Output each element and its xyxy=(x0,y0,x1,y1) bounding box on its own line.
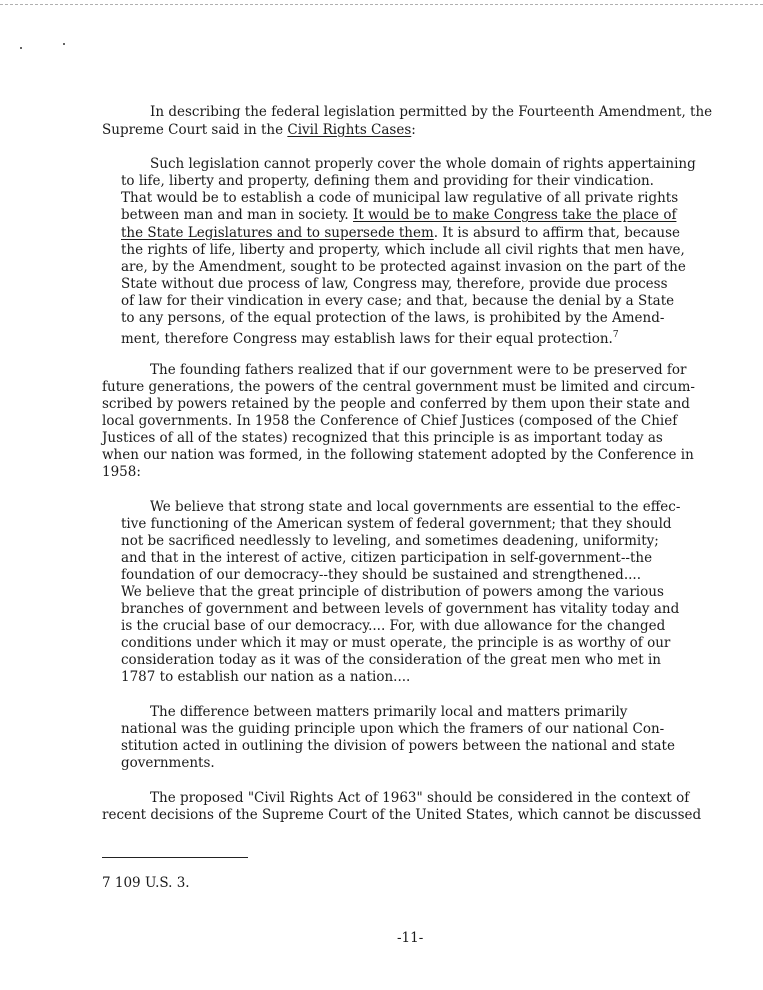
text-line: are, by the Amendment, sought to be protected against invasion on the part of the xyxy=(121,259,686,275)
text-line: Justices of all of the states) recognized that this principle is as important today as xyxy=(102,430,663,446)
text-line xyxy=(121,207,676,224)
text-line: Such legislation cannot properly cover the whole domain of rights appertaining xyxy=(150,156,696,172)
scan-speck xyxy=(20,47,22,49)
text-line: That would be to establish a code of municipal law regulative of all private rights xyxy=(121,190,679,206)
text-span: ment, therefore Congress may establish laws for their equal protection. xyxy=(121,331,613,347)
text-line: 1958: xyxy=(102,464,141,480)
underlined-passage: It would be to make Congress take the place of xyxy=(353,207,677,223)
text-line: consideration today as it was of the consideration of the great men who met in xyxy=(121,652,661,668)
scan-speck xyxy=(63,43,65,45)
text-line: national was the guiding principle upon which the framers of our national Con- xyxy=(121,721,665,737)
text-line: future generations, the powers of the central government must be limited and circum- xyxy=(102,379,695,395)
footnote-text: 7 109 U.S. 3. xyxy=(102,875,190,891)
footnote-reference: 7 xyxy=(612,330,619,340)
text-line: stitution acted in outlining the division of powers between the national and state xyxy=(121,738,675,754)
text-line: and that in the interest of active, citizen participation in self-government--the xyxy=(121,550,653,566)
text-line: scribed by powers retained by the people and conferred by them upon their state and xyxy=(102,396,690,412)
text-line: We believe that the great principle of distribution of powers among the various xyxy=(121,584,664,600)
page-top-edge xyxy=(0,4,763,5)
text-line xyxy=(102,122,416,139)
text-line: The proposed "Civil Rights Act of 1963" should be considered in the context of xyxy=(150,790,690,806)
text-line: is the crucial base of our democracy.... For, with due allowance for the changed xyxy=(121,618,666,634)
text-line xyxy=(121,225,680,242)
text-line: when our nation was formed, in the following statement adopted by the Conference in xyxy=(102,447,694,463)
text-span: : xyxy=(411,122,416,138)
text-span: Supreme Court said in the xyxy=(102,122,288,138)
text-line: recent decisions of the Supreme Court of the United States, which cannot be discussed xyxy=(102,807,702,823)
case-citation: Civil Rights Cases xyxy=(287,122,412,138)
text-line: of law for their vindication in every case; and that, because the denial by a State xyxy=(121,293,675,309)
text-line: In describing the federal legislation permitted by the Fourteenth Amendment, the xyxy=(150,104,713,120)
text-line xyxy=(121,327,619,348)
text-line: 1787 to establish our nation as a nation.... xyxy=(121,669,411,685)
text-line: conditions under which it may or must operate, the principle is as worthy of our xyxy=(121,635,671,651)
text-span: between man and man in society. xyxy=(121,207,353,223)
footnote-separator xyxy=(102,857,248,858)
text-line: governments. xyxy=(121,755,215,771)
text-line: tive functioning of the American system of federal government; that they should xyxy=(121,516,672,532)
text-line: We believe that strong state and local governments are essential to the effec- xyxy=(150,499,681,515)
text-line: to life, liberty and property, defining them and providing for their vindication. xyxy=(121,173,654,189)
page-number: -11- xyxy=(397,930,424,946)
text-line: The difference between matters primarily local and matters primarily xyxy=(150,704,628,720)
text-line: The founding fathers realized that if our government were to be preserved for xyxy=(150,362,687,378)
text-line: local governments. In 1958 the Conference of Chief Justices (composed of the Chief xyxy=(102,413,678,429)
text-line: foundation of our democracy--they should be sustained and strengthened.... xyxy=(121,567,641,583)
text-line: branches of government and between levels of government has vitality today and xyxy=(121,601,680,617)
text-line: not be sacrificed needlessly to leveling, and sometimes deadening, uniformity; xyxy=(121,533,659,549)
text-line: to any persons, of the equal protection of the laws, is prohibited by the Amend- xyxy=(121,310,665,326)
underlined-passage: the State Legislatures and to supersede them xyxy=(121,225,434,241)
text-line: the rights of life, liberty and property, which include all civil rights that men have, xyxy=(121,242,685,258)
text-span: . It is absurd to affirm that, because xyxy=(433,225,681,241)
text-line: State without due process of law, Congress may, therefore, provide due process xyxy=(121,276,668,292)
